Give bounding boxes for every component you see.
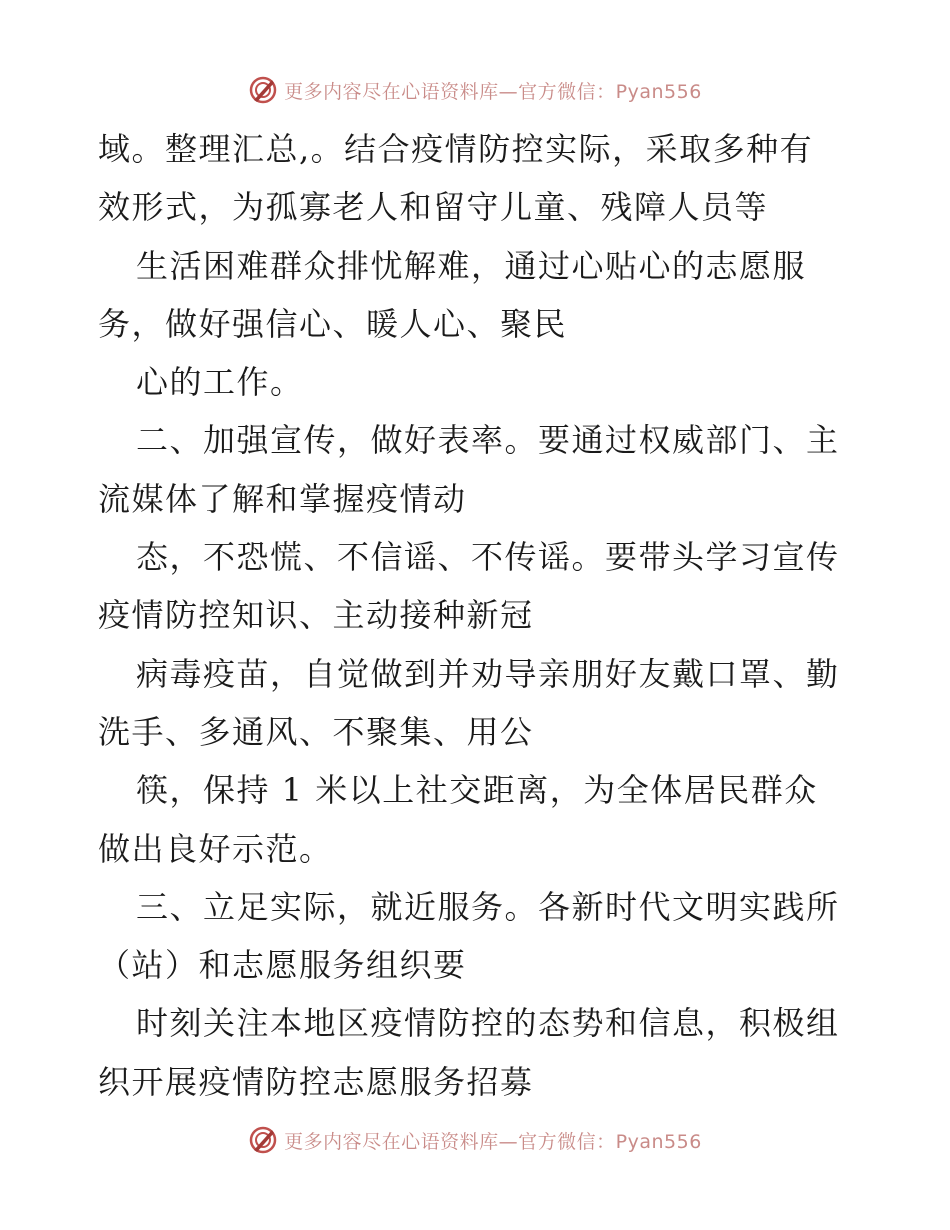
text-line: 务，做好强信心、暖人心、聚民	[98, 304, 568, 343]
document-body	[98, 120, 858, 1111]
quill-logo-icon	[248, 75, 278, 105]
text-line: 时刻关注本地区疫情防控的态势和信息，积极组	[136, 1004, 840, 1043]
text-line: 心的工作。	[136, 363, 304, 402]
text-line: 态，不恐慌、不信谣、不传谣。要带头学习宣传	[136, 538, 840, 577]
text-line: 二、加强宣传，做好表率。要通过权威部门、主	[136, 421, 840, 460]
quill-logo-icon	[248, 1125, 278, 1155]
text-line: 筷，保持 1 米以上社交距离，为全体居民群众	[136, 771, 818, 810]
text-line: 三、立足实际，就近服务。各新时代文明实践所	[136, 887, 840, 926]
footer-watermark	[0, 1120, 950, 1160]
text-line: 洗手、多通风、不聚集、用公	[98, 712, 534, 751]
text-line: 病毒疫苗，自觉做到并劝导亲朋好友戴口罩、勤	[136, 654, 840, 693]
text-line: 做出良好示范。	[98, 829, 333, 868]
watermark-text: 更多内容尽在心语资料库—官方微信：Pyan556	[284, 80, 702, 103]
text-line: 生活困难群众排忧解难，通过心贴心的志愿服	[136, 246, 807, 285]
text-line: 流媒体了解和掌握疫情动	[98, 479, 467, 518]
watermark-text: 更多内容尽在心语资料库—官方微信：Pyan556	[284, 1130, 702, 1153]
text-line: 域。整理汇总,。结合疫情防控实际，采取多种有	[98, 130, 814, 168]
text-line: 织开展疫情防控志愿服务招募	[98, 1062, 534, 1101]
text-line: （站）和志愿服务组织要	[98, 946, 467, 985]
text-line: 效形式，为孤寡老人和留守儿童、残障人员等	[98, 188, 769, 227]
header-watermark	[0, 70, 950, 110]
text-line: 疫情防控知识、主动接种新冠	[98, 596, 534, 635]
